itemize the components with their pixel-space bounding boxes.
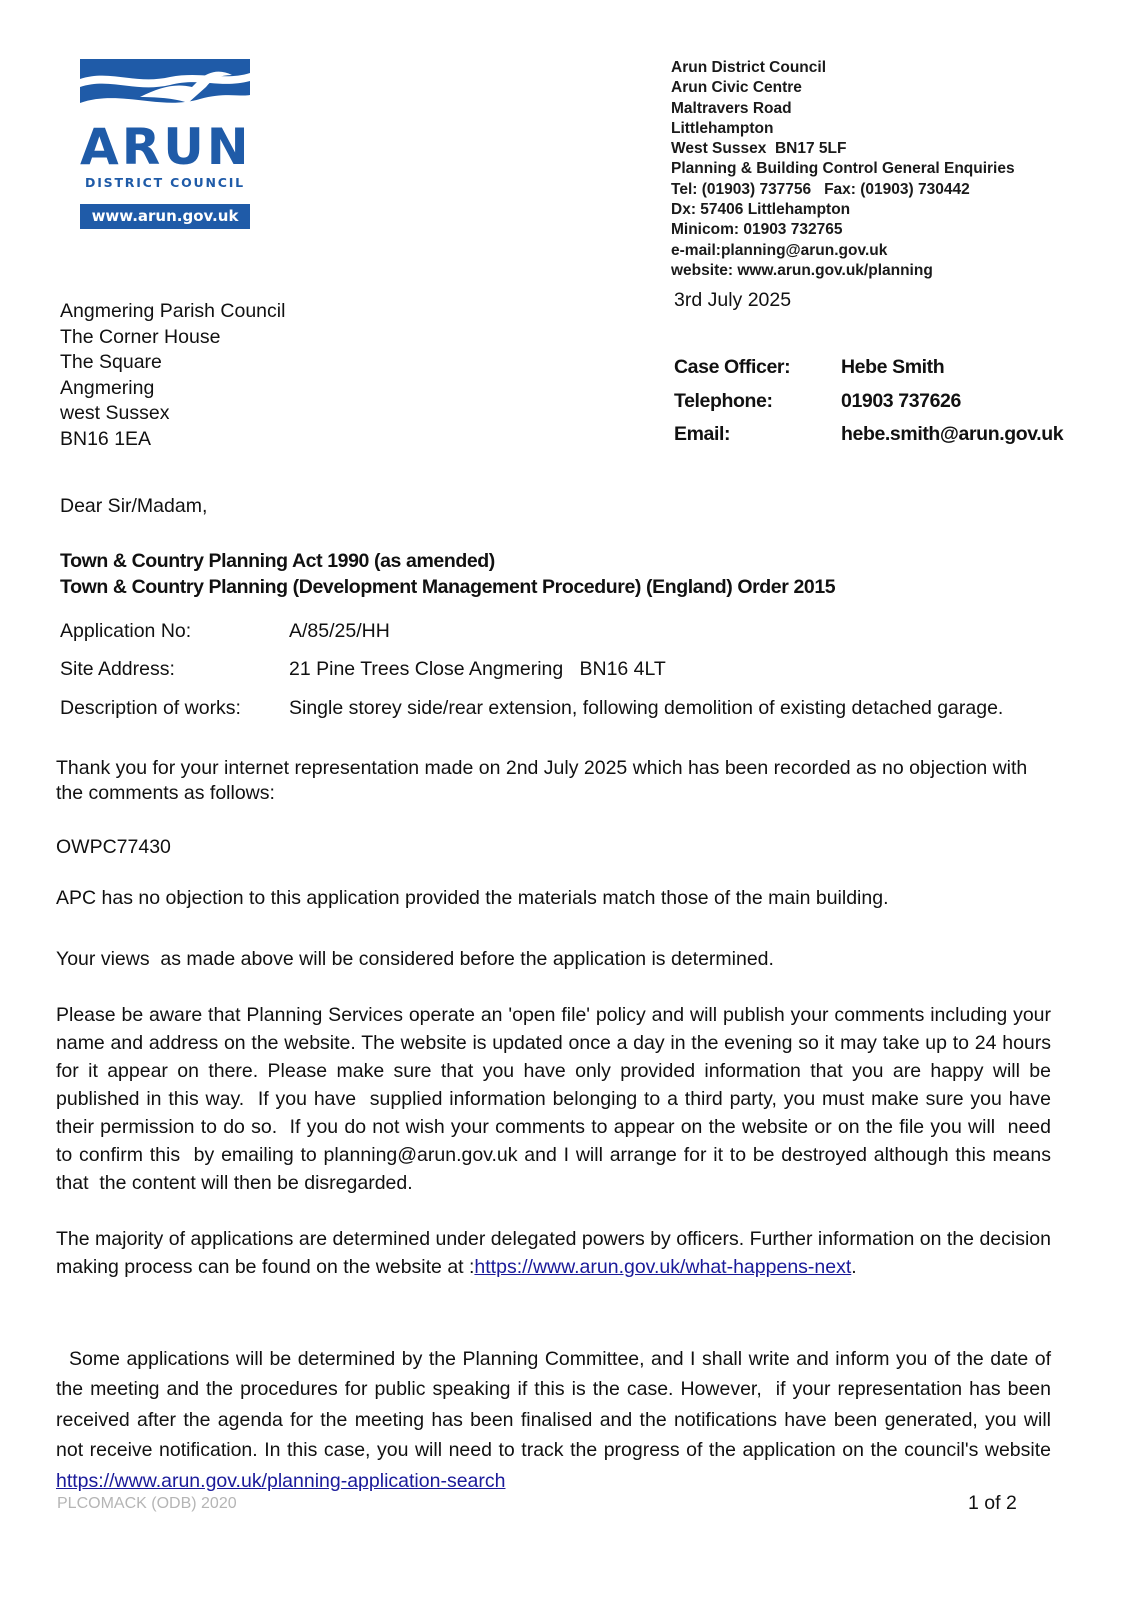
council-address-line: Littlehampton bbox=[671, 119, 774, 137]
site-address-row bbox=[60, 651, 1003, 690]
email-value: hebe.smith@arun.gov.uk bbox=[841, 423, 1064, 446]
case-officer-value: Hebe Smith bbox=[841, 356, 945, 379]
recipient-line: Angmering Parish Council bbox=[60, 300, 286, 322]
logo-url: www.arun.gov.uk bbox=[80, 204, 250, 229]
council-website: website: www.arun.gov.uk/planning bbox=[671, 261, 933, 279]
recipient-line: west Sussex bbox=[60, 402, 170, 425]
email-label: Email: bbox=[674, 423, 731, 446]
council-address-line: Planning & Building Control General Enquiries bbox=[671, 160, 1015, 178]
representation-reference: OWPC77430 bbox=[56, 836, 171, 858]
seagull-waves-icon bbox=[80, 59, 250, 121]
logo-wordmark: ARUN bbox=[80, 118, 252, 176]
delegated-powers-end: . bbox=[851, 1256, 857, 1278]
recipient-address bbox=[60, 299, 285, 453]
council-address-line: Minicom: 01903 732765 bbox=[671, 221, 843, 239]
telephone-label: Telephone: bbox=[674, 389, 773, 412]
council-address-line: Tel: (01903) 737756 Fax: (01903) 730442 bbox=[671, 180, 970, 198]
site-address-label: Site Address: bbox=[60, 658, 175, 681]
order-line: Town & Country Planning (Development Management Procedure) (England) Order 2015 bbox=[60, 576, 836, 598]
salutation: Dear Sir/Madam, bbox=[60, 495, 208, 517]
application-number-value: A/85/25/HH bbox=[289, 619, 390, 642]
case-officer-label: Case Officer: bbox=[674, 356, 791, 379]
planning-application-search-link[interactable]: https://www.arun.gov.uk/planning-application-search bbox=[56, 1469, 506, 1492]
telephone-row bbox=[674, 385, 1063, 419]
recipient-line: BN16 1EA bbox=[60, 427, 152, 450]
legislation-heading bbox=[60, 548, 835, 600]
comment-text: APC has no objection to this application provided the materials match those of the main building. bbox=[56, 887, 889, 909]
act-line: Town & Country Planning Act 1990 (as amended) bbox=[60, 550, 495, 572]
recipient-line: The Corner House bbox=[60, 325, 221, 348]
application-details bbox=[60, 612, 1003, 728]
council-address bbox=[671, 58, 1015, 281]
recipient-line: The Square bbox=[60, 351, 162, 374]
council-address-line: Arun Civic Centre bbox=[671, 79, 802, 97]
site-address-value: 21 Pine Trees Close Angmering BN16 4LT bbox=[289, 658, 666, 681]
arun-logo bbox=[80, 59, 250, 229]
description-label: Description of works: bbox=[60, 696, 241, 719]
council-address-line: Maltravers Road bbox=[671, 99, 792, 117]
page-number: 1 of 2 bbox=[968, 1492, 1017, 1514]
delegated-powers-paragraph bbox=[56, 1225, 1051, 1281]
application-number-row bbox=[60, 612, 1003, 651]
what-happens-next-link[interactable]: https://www.arun.gov.uk/what-happens-next bbox=[474, 1256, 852, 1278]
delegated-powers-text: The majority of applications are determined under delegated powers by officers. Further information on the decision making process can be found on the website at : bbox=[56, 1228, 1051, 1278]
views-paragraph: Your views as made above will be considered before the application is determined. bbox=[56, 948, 774, 970]
recipient-line: Angmering bbox=[60, 376, 155, 399]
description-value: Single storey side/rear extension, following demolition of existing detached garage. bbox=[289, 696, 1004, 719]
council-email: e-mail:planning@arun.gov.uk bbox=[671, 241, 888, 259]
council-address-line: West Sussex BN17 5LF bbox=[671, 140, 847, 158]
case-officer-row bbox=[674, 351, 1063, 385]
letter-date: 3rd July 2025 bbox=[674, 289, 792, 311]
case-officer-block bbox=[674, 351, 1063, 452]
open-file-paragraph: Please be aware that Planning Services operate an 'open file' policy and will publish your comments including your name and address on the website. The website is updated once a day in the evening so it may take up to 24 hours for it appear on there. Please make sure that you have only provided information that you are happy will be published in this way. If you have supplied information belonging to a third party, you must make sure you have their permission to do so. If you do not wish your comments to appear on the website or on the file you will need to confirm this by emailing to planning@arun.gov.uk and I will arrange for it to be destroyed although this means that the content will then be disregarded. bbox=[56, 1004, 1057, 1194]
email-row bbox=[674, 418, 1063, 452]
application-number-label: Application No: bbox=[60, 619, 192, 642]
description-row bbox=[60, 689, 1003, 728]
representation-paragraph: Thank you for your internet representation made on 2nd July 2025 which has been recorded as no objection with the comments as follows: bbox=[56, 757, 1028, 804]
council-address-line: Dx: 57406 Littlehampton bbox=[671, 201, 851, 219]
telephone-value: 01903 737626 bbox=[841, 389, 961, 412]
council-address-line: Arun District Council bbox=[671, 59, 827, 76]
planning-committee-paragraph bbox=[56, 1313, 1057, 1496]
footer-document-code: PLCOMACK (ODB) 2020 bbox=[57, 1495, 237, 1512]
planning-committee-text: Some applications will be determined by the Planning Committee, and I shall write and inform you of the date of the meeting and the procedures for public speaking if this is the case. However, if your representation has been received after the agenda for the meeting has been finalised and the notifications have been generated, you will not receive notification. In this case, you will need to track the progress of the application on the council's website bbox=[56, 1347, 1057, 1461]
logo-subtitle: DISTRICT COUNCIL bbox=[85, 175, 245, 190]
